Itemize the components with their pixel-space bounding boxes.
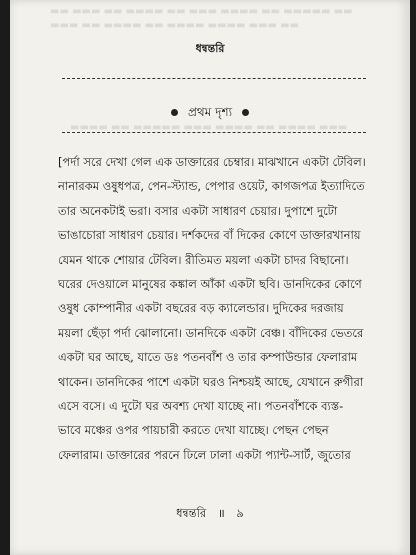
text-line: ভাবে মঞ্চের ওপর পায়চারী করতে দেখা যাচ্ছে। পেছন পেছন — [58, 423, 329, 438]
text-line: একটা ঘর আছে, যাতে ডঃ পতনবাঁশ ও তার কম্পাউন্ডার ফেলারাম — [58, 350, 358, 365]
footer-separator: ॥ — [217, 506, 225, 520]
bullet-dot-icon — [242, 109, 249, 116]
text-line: ময়লা ছেঁড়া পর্দা ঝোলানো। ডানদিকে একটা বেঞ্চ। বাঁদিকের ভেতরে — [58, 325, 364, 340]
page-footer — [10, 505, 410, 524]
running-title: ধন্বন্তরি — [195, 42, 225, 55]
text-line: ভাঙাচোরা সাধারণ চেয়ার। দর্শকদের বাঁ দিকের কোণে ডাক্তারখানায় — [58, 228, 361, 243]
text-line: ঘরের দেওয়ালে মানুষের কঙ্কাল আঁকা একটা ছবি। ডানদিকের কোণে — [58, 277, 362, 292]
text-line: যেমন থাকে শোয়ার টেবিল। রীতিমত ময়লা একটা চাদর বিছানো। — [58, 252, 349, 267]
text-line: ওষুধ কোম্পানীর একটা বছরের বড় ক্যালেন্ডার। দুদিকের দরজায় — [58, 301, 344, 316]
bleed-through-text: ▬▬▬▬ ▬▬ ▬▬▬▬▬ ▬▬▬ ▬▬▬▬ ▬▬ ▬▬▬▬ ▬▬▬ — [70, 122, 348, 133]
bullet-dot-icon — [171, 109, 178, 116]
text-line: এসে বসে। এ দুটো ঘর অবশ্য দেখা যাচ্ছে না। পতনবাঁশকে ব্যস্ত- — [58, 399, 344, 414]
body-paragraph — [58, 150, 380, 467]
book-page — [10, 0, 410, 555]
text-line: [পর্দা সরে দেখা গেল এক ডাক্তারের চেম্বার। মাঝখানে একটা টেবিল। — [58, 155, 366, 169]
text-line: নানারকম ওষুধপত্র, পেন-স্ট্যান্ড, পেপার ওয়েট, কাগজপত্র ইত্যাদিতে — [58, 179, 365, 194]
text-line: তার অনেকটাই ভরা। বসার একটা সাধারণ চেয়ার। দুপাশে দুটো — [58, 203, 338, 218]
scene-heading — [10, 104, 410, 124]
bleed-through-text: ▬▬▬ ▬▬ ▬▬▬▬ ▬▬ ▬▬▬▬ ▬▬▬▬ ▬▬▬ ▬▬ — [50, 20, 300, 31]
footer-title: ধন্বন্তরি — [176, 506, 207, 520]
dashed-divider-top — [62, 78, 366, 79]
text-line: থাকেন। ডানদিকের পাশে একটা ঘরও নিশ্চয়ই আছে, যেখানে রুগীরা — [58, 374, 364, 389]
text-line: ফেলারাম। ডাক্তারের পরনে ঢিলে ঢালা একটা প্যান্ট-সার্ট, জুতোর — [58, 447, 351, 462]
dashed-divider-bottom — [62, 132, 366, 133]
page-number: ৯ — [236, 506, 244, 520]
scene-heading-label: প্রথম দৃশ্য — [187, 105, 233, 119]
bleed-through-text: ▬▬ ▬▬▬ ▬▬ ▬▬▬▬ ▬▬ ▬▬▬ ▬▬▬▬ ▬▬ ▬▬▬▬▬ ▬▬ — [50, 6, 353, 17]
